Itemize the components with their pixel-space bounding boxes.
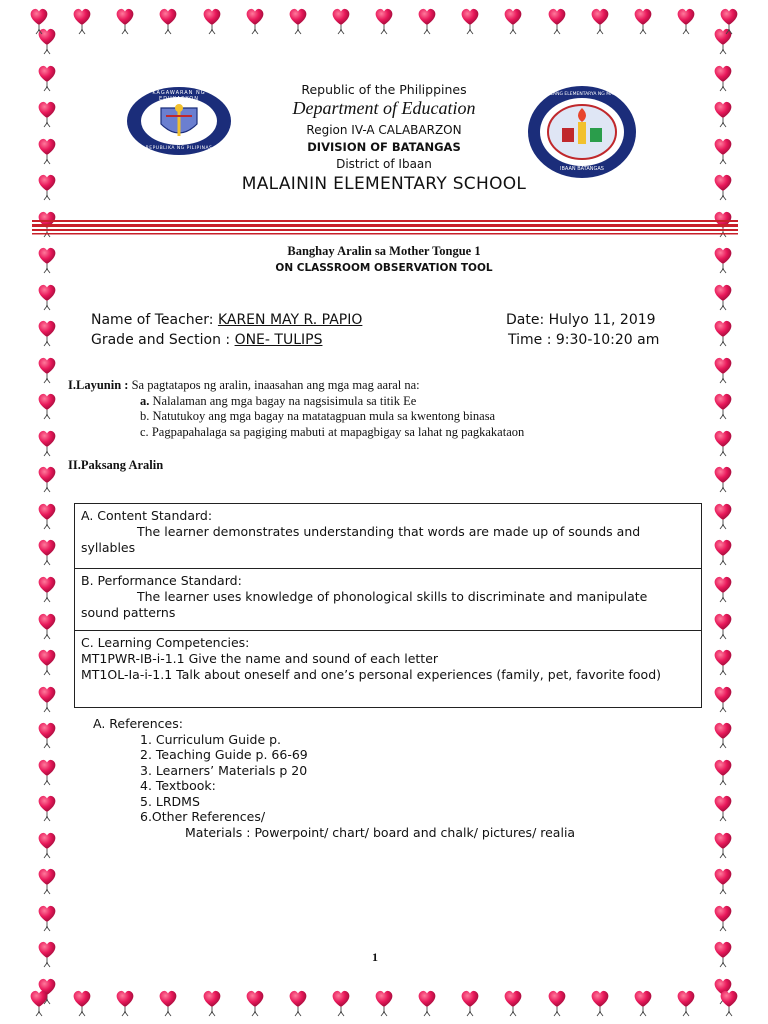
heart-icon [36, 720, 58, 750]
performance-standard-text-cont: sound patterns [81, 605, 176, 620]
school-seal-text-top: PAARALANG ELEMENTARYA NG MALAININ [535, 92, 629, 97]
header-divider [32, 220, 738, 236]
content-standard-text-cont: syllables [81, 540, 136, 555]
reference-item: 2. Teaching Guide p. 66-69 [140, 747, 308, 762]
content-standard-label: A. Content Standard: [81, 508, 213, 523]
heart-icon [712, 793, 734, 823]
heart-icon [712, 684, 734, 714]
heart-border-left [34, 26, 60, 1006]
lesson-title: Banghay Aralin sa Mother Tongue 1 [287, 244, 481, 258]
heart-icon [36, 99, 58, 129]
heart-icon [712, 318, 734, 348]
lesson-date: Date: Hulyo 11, 2019 [506, 312, 656, 328]
reference-item: 5. LRDMS [140, 793, 200, 809]
heart-border-right [710, 26, 736, 1006]
heart-icon [718, 988, 740, 1018]
heart-icon [28, 988, 50, 1018]
heart-icon [36, 245, 58, 275]
heart-icon [718, 6, 740, 36]
objectives-heading: I.Layunin : [68, 378, 129, 392]
references-section [93, 716, 575, 840]
heart-icon [36, 611, 58, 641]
heart-icon [36, 537, 58, 567]
page-number: 1 [372, 950, 378, 964]
heart-icon [36, 318, 58, 348]
heart-icon [712, 939, 734, 969]
reference-item: 4. Textbook: [140, 778, 216, 793]
heart-icon [36, 647, 58, 677]
teacher-name: KAREN MAY R. PAPIO [217, 312, 363, 328]
heart-icon [36, 866, 58, 896]
references-heading: A. References: [93, 716, 183, 731]
heart-icon [712, 172, 734, 202]
content-standard-cell [75, 504, 701, 569]
heart-icon [36, 793, 58, 823]
objective-item: c. Pagpapahalaga sa pagiging mabuti at mapagbigay sa lahat ng pagkakataon [140, 424, 525, 439]
objectives-intro: Sa pagtatapos ng aralin, inaasahan ang mga mag aaral na: [128, 378, 420, 392]
heart-icon [712, 574, 734, 604]
materials-line: Materials : Powerpoint/ chart/ board and chalk/ pictures/ realia [185, 824, 576, 840]
teacher-row [91, 312, 362, 328]
heart-icon [712, 355, 734, 385]
document-page [60, 0, 708, 1024]
grade-label: Grade and Section : [91, 332, 235, 348]
content-standard-text: The learner demonstrates understanding that words are made up of sounds and [137, 524, 641, 539]
heart-icon [36, 903, 58, 933]
heart-icon [36, 391, 58, 421]
deped-seal-text-bottom: REPUBLIKA NG PILIPINAS [145, 146, 213, 151]
heart-icon [36, 574, 58, 604]
heart-icon [36, 282, 58, 312]
heart-icon [712, 903, 734, 933]
teacher-label: Name of Teacher: [91, 312, 218, 328]
heart-icon [36, 939, 58, 969]
heart-icon [28, 6, 50, 36]
heart-icon [36, 63, 58, 93]
deped-seal-text-top: KAGAWARAN NG EDUKASYON [152, 90, 206, 102]
heart-icon [712, 720, 734, 750]
heart-icon [712, 537, 734, 567]
region-line: Region IV-A CALABARZON [306, 123, 462, 137]
reference-item: 6.Other References/ [140, 809, 266, 824]
performance-standard-text: The learner uses knowledge of phonological skills to discriminate and manipulate [137, 589, 648, 604]
republic-line: Republic of the Philippines [301, 82, 467, 97]
heart-icon [712, 501, 734, 531]
objective-item: a. Nalalaman ang mga bagay na nagsisimula sa titik Ee [140, 393, 417, 408]
school-name: MALAININ ELEMENTARY SCHOOL [241, 174, 527, 194]
heart-icon [36, 501, 58, 531]
heart-icon [712, 245, 734, 275]
heart-icon [36, 830, 58, 860]
heart-icon [712, 282, 734, 312]
lesson-subtitle: ON CLASSROOM OBSERVATION TOOL [275, 262, 493, 274]
heart-icon [712, 757, 734, 787]
performance-standard-label: B. Performance Standard: [81, 573, 242, 588]
heart-icon [712, 99, 734, 129]
heart-icon [712, 830, 734, 860]
heart-icon [36, 464, 58, 494]
standards-table [74, 503, 702, 708]
competencies-label: C. Learning Competencies: [81, 635, 250, 650]
department-line: Department of Education [292, 98, 476, 118]
heart-icon [712, 63, 734, 93]
performance-standard-cell [75, 569, 701, 631]
heart-icon [712, 428, 734, 458]
school-seal-text-bottom: IBAAN BATANGAS [560, 166, 604, 172]
heart-icon [36, 757, 58, 787]
competency-item: MT1PWR-IB-i-1.1 Give the name and sound of each letter [81, 651, 439, 666]
heart-icon [36, 172, 58, 202]
heart-icon [712, 611, 734, 641]
heart-icon [36, 684, 58, 714]
reference-item: 1. Curriculum Guide p. [140, 731, 282, 747]
competencies-cell [75, 631, 701, 708]
heart-icon [36, 136, 58, 166]
heart-icon [36, 428, 58, 458]
reference-item: 3. Learners’ Materials p 20 [140, 762, 308, 778]
heart-icon [36, 355, 58, 385]
competency-item: MT1OL-Ia-i-1.1 Talk about oneself and one’s personal experiences (family, pet, favorite food) [81, 667, 662, 682]
grade-section: ONE- TULIPS [234, 332, 323, 348]
subject-matter-heading: II.Paksang Aralin [68, 458, 164, 472]
district-line: District of Ibaan [336, 157, 432, 171]
heart-icon [712, 391, 734, 421]
objective-item: b. Natutukoy ang mga bagay na matatagpuan mula sa kwentong binasa [140, 409, 496, 423]
objectives-section [68, 378, 524, 440]
lesson-time: Time : 9:30-10:20 am [508, 332, 660, 348]
heart-icon [712, 136, 734, 166]
division-line: DIVISION OF BATANGAS [307, 140, 461, 154]
heart-icon [712, 464, 734, 494]
heart-icon [712, 647, 734, 677]
grade-row [91, 332, 322, 348]
heart-icon [712, 866, 734, 896]
